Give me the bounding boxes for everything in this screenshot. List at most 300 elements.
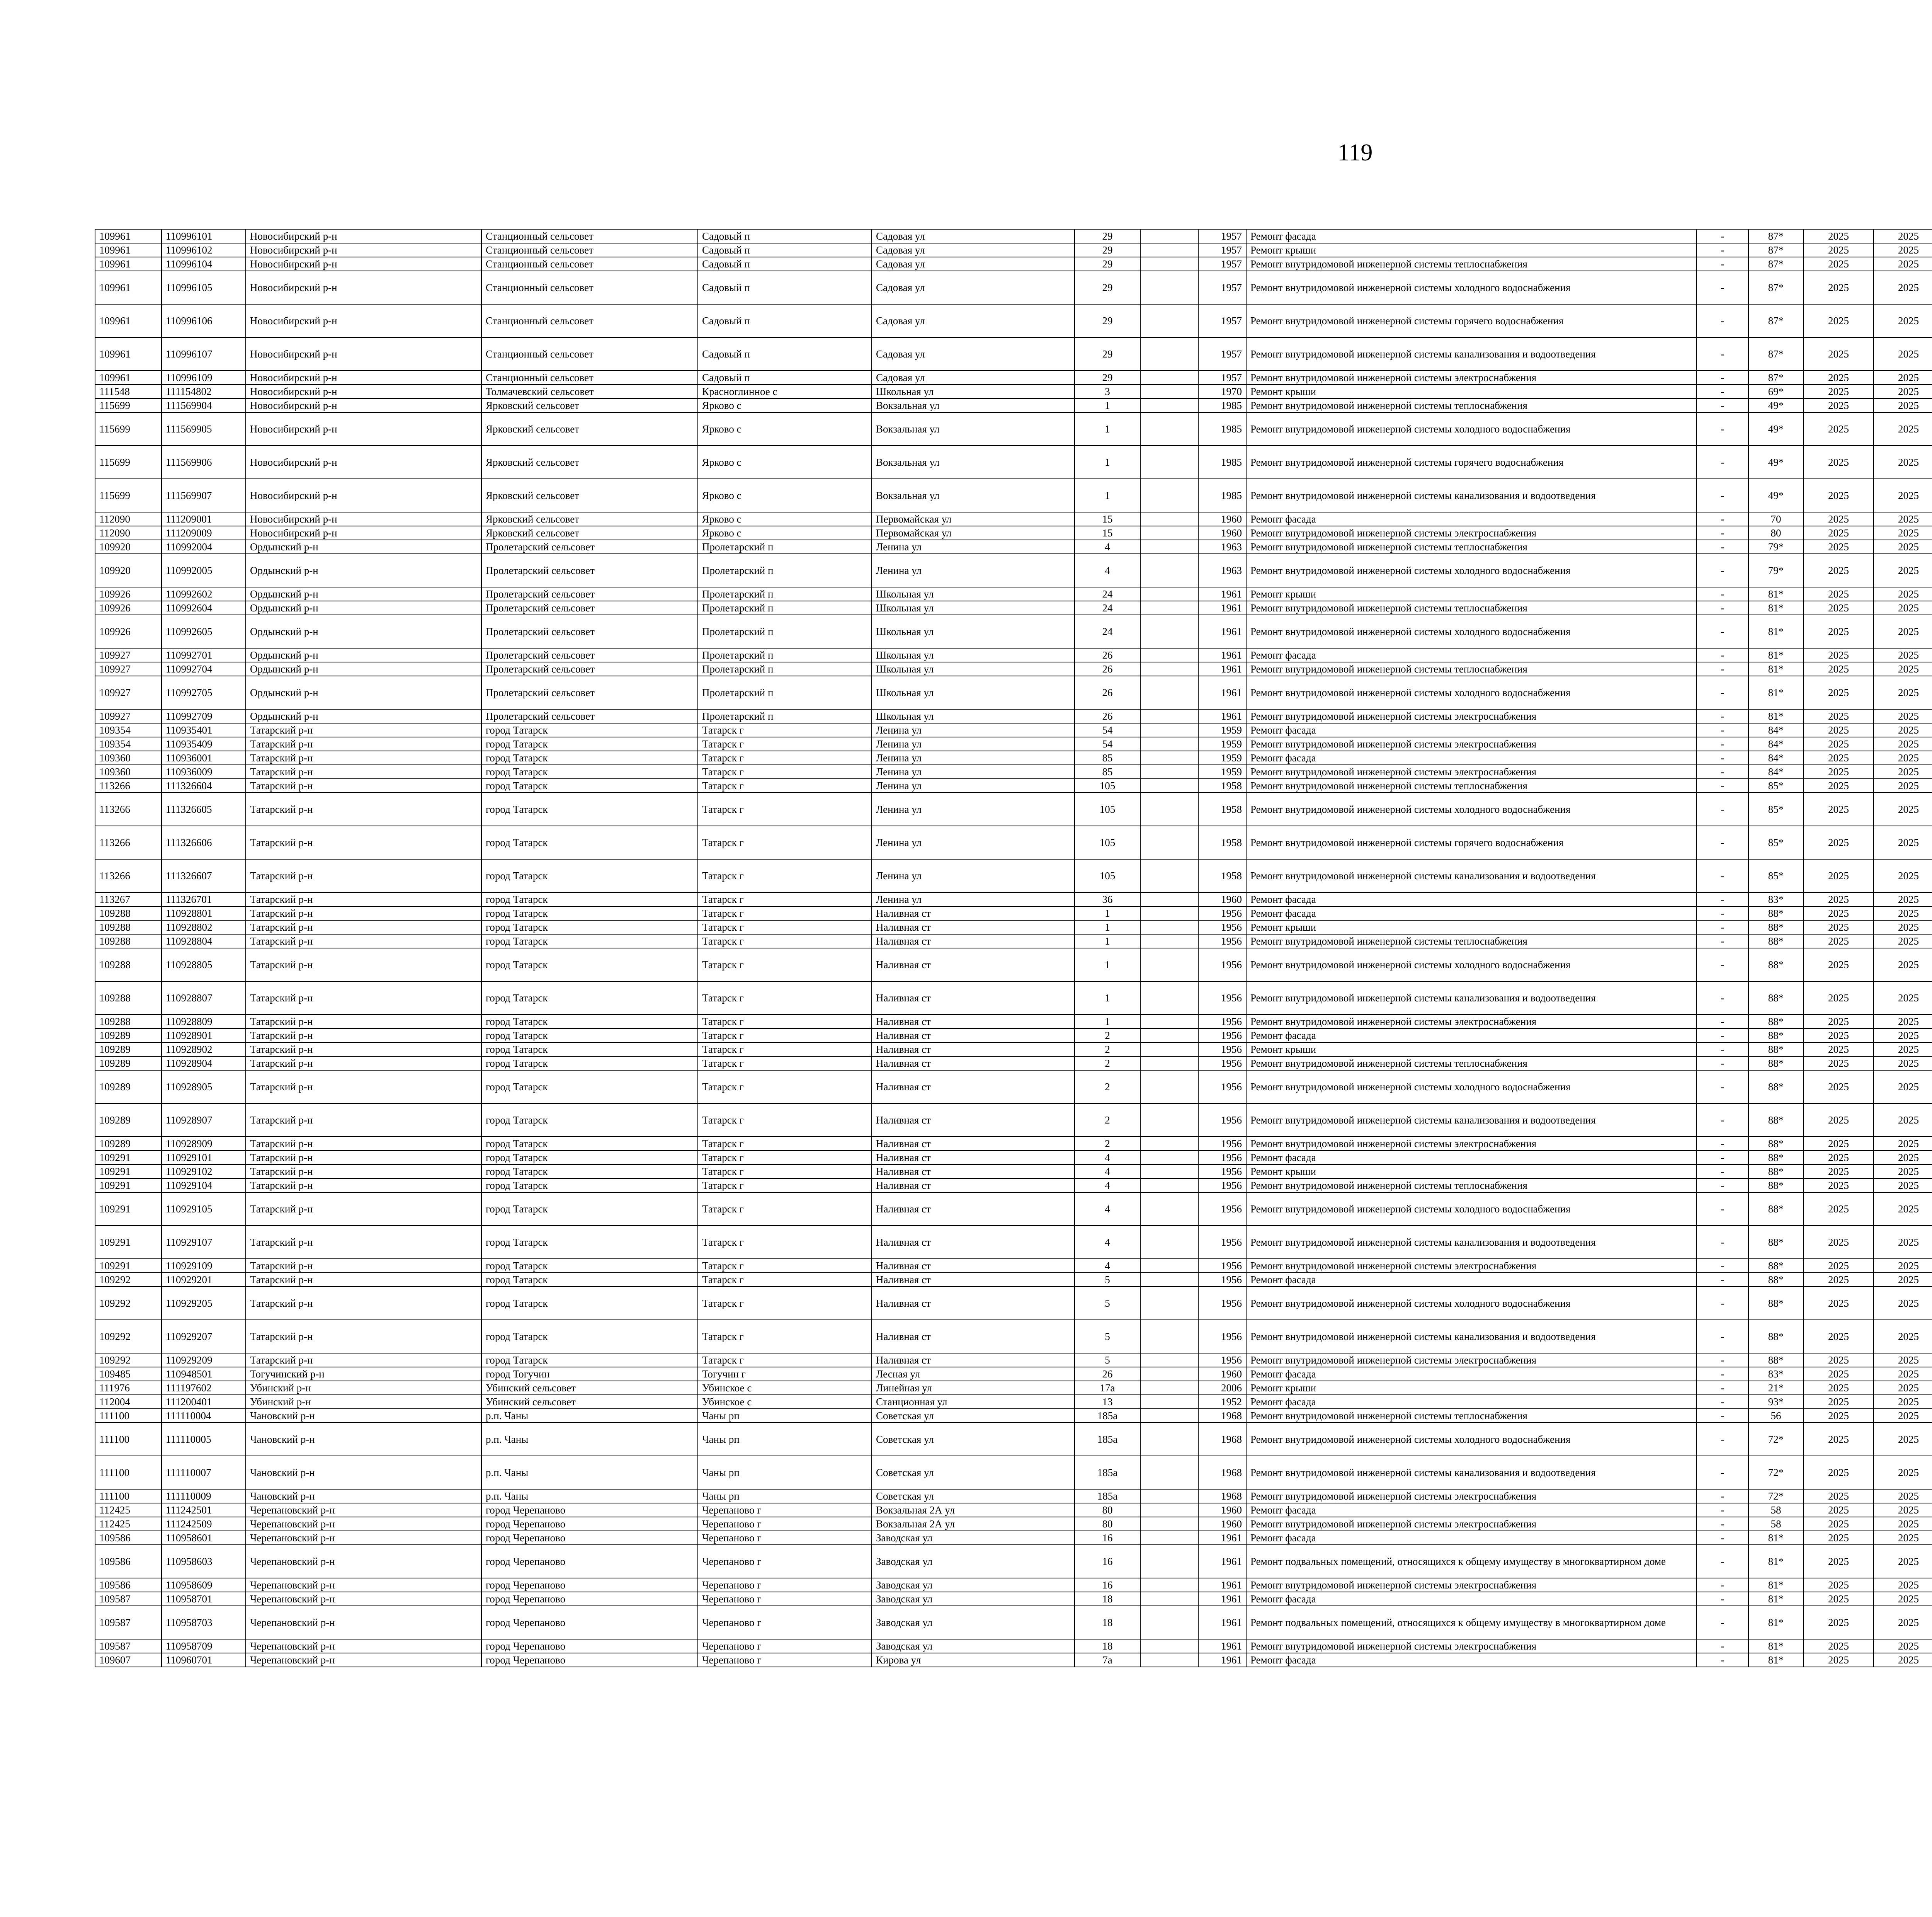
cell-record-id: 110958603 xyxy=(162,1545,246,1578)
cell-house-id: 109288 xyxy=(95,906,162,920)
cell-wear-percent: 84* xyxy=(1748,765,1803,779)
cell-municipality: город Татарск xyxy=(481,793,698,826)
cell-settlement: Татарск г xyxy=(698,826,872,859)
cell-street: Заводская ул xyxy=(872,1639,1075,1653)
cell-end-year: 2025 xyxy=(1874,892,1932,906)
capital-repair-table xyxy=(95,229,1932,1667)
cell-settlement: Ярково с xyxy=(698,526,872,540)
cell-building-letter xyxy=(1140,1456,1198,1489)
cell-house-number: 16 xyxy=(1075,1545,1140,1578)
cell-record-id: 110929102 xyxy=(162,1165,246,1178)
cell-settlement: Пролетарский п xyxy=(698,601,872,615)
cell-building-letter xyxy=(1140,371,1198,385)
cell-district: Татарский р-н xyxy=(246,1259,481,1273)
cell-settlement: Татарск г xyxy=(698,793,872,826)
cell-wear-percent: 88* xyxy=(1748,1151,1803,1165)
cell-dash-mark: - xyxy=(1696,554,1748,587)
cell-street: Заводская ул xyxy=(872,1545,1075,1578)
cell-municipality: город Татарск xyxy=(481,906,698,920)
cell-build-year: 1956 xyxy=(1198,934,1246,948)
cell-work-type: Ремонт крыши xyxy=(1246,1042,1696,1056)
table-row xyxy=(95,1423,1932,1456)
cell-build-year: 1960 xyxy=(1198,1503,1246,1517)
cell-district: Новосибирский р-н xyxy=(246,257,481,271)
cell-street: Наливная ст xyxy=(872,1226,1075,1259)
cell-start-year: 2025 xyxy=(1803,1423,1874,1456)
table-row xyxy=(95,1606,1932,1639)
cell-building-letter xyxy=(1140,1367,1198,1381)
cell-end-year: 2025 xyxy=(1874,765,1932,779)
cell-district: Новосибирский р-н xyxy=(246,271,481,304)
cell-build-year: 1963 xyxy=(1198,554,1246,587)
cell-start-year: 2025 xyxy=(1803,1367,1874,1381)
table-row xyxy=(95,1639,1932,1653)
cell-build-year: 1956 xyxy=(1198,1151,1246,1165)
cell-end-year: 2025 xyxy=(1874,1287,1932,1320)
cell-municipality: город Татарск xyxy=(481,751,698,765)
cell-settlement: Татарск г xyxy=(698,723,872,737)
cell-house-number: 36 xyxy=(1075,892,1140,906)
cell-build-year: 1956 xyxy=(1198,1028,1246,1042)
cell-municipality: р.п. Чаны xyxy=(481,1489,698,1503)
cell-house-number: 4 xyxy=(1075,540,1140,554)
cell-municipality: город Татарск xyxy=(481,1287,698,1320)
cell-end-year: 2025 xyxy=(1874,1015,1932,1028)
cell-municipality: Пролетарский сельсовет xyxy=(481,662,698,676)
cell-settlement: Татарск г xyxy=(698,1287,872,1320)
cell-work-type: Ремонт внутридомовой инженерной системы холодного водоснабжения xyxy=(1246,1070,1696,1103)
cell-end-year: 2025 xyxy=(1874,793,1932,826)
table-row xyxy=(95,1015,1932,1028)
cell-end-year: 2025 xyxy=(1874,1456,1932,1489)
cell-house-number: 29 xyxy=(1075,243,1140,257)
cell-settlement: Черепаново г xyxy=(698,1606,872,1639)
cell-dash-mark: - xyxy=(1696,1192,1748,1226)
cell-building-letter xyxy=(1140,1531,1198,1545)
table-row xyxy=(95,1353,1932,1367)
cell-end-year: 2025 xyxy=(1874,1178,1932,1192)
cell-build-year: 1956 xyxy=(1198,1056,1246,1070)
cell-record-id: 110996106 xyxy=(162,304,246,337)
cell-end-year: 2025 xyxy=(1874,779,1932,793)
cell-start-year: 2025 xyxy=(1803,723,1874,737)
cell-building-letter xyxy=(1140,1395,1198,1409)
cell-house-number: 3 xyxy=(1075,385,1140,398)
cell-start-year: 2025 xyxy=(1803,765,1874,779)
cell-wear-percent: 88* xyxy=(1748,1137,1803,1151)
table-row xyxy=(95,1592,1932,1606)
cell-municipality: город Татарск xyxy=(481,934,698,948)
cell-building-letter xyxy=(1140,229,1198,243)
cell-settlement: Черепаново г xyxy=(698,1545,872,1578)
cell-house-number: 15 xyxy=(1075,526,1140,540)
cell-start-year: 2025 xyxy=(1803,934,1874,948)
cell-settlement: Татарск г xyxy=(698,934,872,948)
cell-work-type: Ремонт внутридомовой инженерной системы теплоснабжения xyxy=(1246,1056,1696,1070)
cell-building-letter xyxy=(1140,1273,1198,1287)
cell-dash-mark: - xyxy=(1696,779,1748,793)
cell-record-id: 110928802 xyxy=(162,920,246,934)
cell-street: Наливная ст xyxy=(872,1178,1075,1192)
cell-dash-mark: - xyxy=(1696,304,1748,337)
cell-record-id: 110992602 xyxy=(162,587,246,601)
cell-district: Черепановский р-н xyxy=(246,1503,481,1517)
cell-wear-percent: 87* xyxy=(1748,243,1803,257)
cell-house-number: 5 xyxy=(1075,1287,1140,1320)
cell-house-number: 16 xyxy=(1075,1531,1140,1545)
cell-work-type: Ремонт фасада xyxy=(1246,1503,1696,1517)
cell-street: Ленина ул xyxy=(872,554,1075,587)
cell-district: Новосибирский р-н xyxy=(246,371,481,385)
cell-municipality: город Татарск xyxy=(481,1028,698,1042)
cell-work-type: Ремонт внутридомовой инженерной системы канализования и водоотведения xyxy=(1246,479,1696,512)
table-row xyxy=(95,648,1932,662)
cell-record-id: 110928804 xyxy=(162,934,246,948)
cell-start-year: 2025 xyxy=(1803,1178,1874,1192)
cell-work-type: Ремонт внутридомовой инженерной системы теплоснабжения xyxy=(1246,601,1696,615)
cell-house-id: 109291 xyxy=(95,1165,162,1178)
cell-start-year: 2025 xyxy=(1803,1545,1874,1578)
cell-municipality: Станционный сельсовет xyxy=(481,304,698,337)
table-row xyxy=(95,1545,1932,1578)
cell-end-year: 2025 xyxy=(1874,1409,1932,1423)
cell-wear-percent: 88* xyxy=(1748,1259,1803,1273)
cell-settlement: Черепаново г xyxy=(698,1531,872,1545)
cell-district: Татарский р-н xyxy=(246,1192,481,1226)
cell-settlement: Пролетарский п xyxy=(698,648,872,662)
cell-build-year: 1957 xyxy=(1198,337,1246,371)
cell-building-letter xyxy=(1140,723,1198,737)
cell-work-type: Ремонт внутридомовой инженерной системы холодного водоснабжения xyxy=(1246,554,1696,587)
cell-end-year: 2025 xyxy=(1874,751,1932,765)
cell-record-id: 110996101 xyxy=(162,229,246,243)
cell-work-type: Ремонт внутридомовой инженерной системы холодного водоснабжения xyxy=(1246,615,1696,648)
cell-wear-percent: 84* xyxy=(1748,723,1803,737)
cell-record-id: 110958601 xyxy=(162,1531,246,1545)
cell-end-year: 2025 xyxy=(1874,479,1932,512)
cell-municipality: город Татарск xyxy=(481,1015,698,1028)
cell-wear-percent: 87* xyxy=(1748,257,1803,271)
cell-municipality: город Татарск xyxy=(481,1259,698,1273)
cell-settlement: Татарск г xyxy=(698,1103,872,1137)
cell-record-id: 110928902 xyxy=(162,1042,246,1056)
cell-district: Татарский р-н xyxy=(246,920,481,934)
cell-house-id: 109289 xyxy=(95,1042,162,1056)
cell-record-id: 110928901 xyxy=(162,1028,246,1042)
cell-house-number: 1 xyxy=(1075,446,1140,479)
cell-dash-mark: - xyxy=(1696,709,1748,723)
cell-house-id: 113266 xyxy=(95,793,162,826)
cell-record-id: 110935401 xyxy=(162,723,246,737)
cell-street: Садовая ул xyxy=(872,243,1075,257)
cell-house-id: 111976 xyxy=(95,1381,162,1395)
cell-municipality: Ярковский сельсовет xyxy=(481,398,698,412)
cell-street: Садовая ул xyxy=(872,271,1075,304)
table-row xyxy=(95,751,1932,765)
cell-record-id: 111326606 xyxy=(162,826,246,859)
cell-building-letter xyxy=(1140,779,1198,793)
cell-wear-percent: 88* xyxy=(1748,920,1803,934)
cell-street: Садовая ул xyxy=(872,304,1075,337)
cell-building-letter xyxy=(1140,1639,1198,1653)
cell-end-year: 2025 xyxy=(1874,1592,1932,1606)
cell-district: Черепановский р-н xyxy=(246,1531,481,1545)
cell-record-id: 110992605 xyxy=(162,615,246,648)
cell-record-id: 111110004 xyxy=(162,1409,246,1423)
cell-wear-percent: 88* xyxy=(1748,1070,1803,1103)
cell-settlement: Татарск г xyxy=(698,1165,872,1178)
cell-settlement: Садовый п xyxy=(698,243,872,257)
cell-street: Школьная ул xyxy=(872,648,1075,662)
cell-dash-mark: - xyxy=(1696,1226,1748,1259)
cell-end-year: 2025 xyxy=(1874,1320,1932,1353)
cell-work-type: Ремонт фасада xyxy=(1246,1531,1696,1545)
cell-dash-mark: - xyxy=(1696,1103,1748,1137)
cell-municipality: Станционный сельсовет xyxy=(481,271,698,304)
cell-settlement: Татарск г xyxy=(698,1042,872,1056)
cell-dash-mark: - xyxy=(1696,1531,1748,1545)
cell-record-id: 110996105 xyxy=(162,271,246,304)
cell-district: Тогучинский р-н xyxy=(246,1367,481,1381)
cell-end-year: 2025 xyxy=(1874,337,1932,371)
cell-end-year: 2025 xyxy=(1874,540,1932,554)
cell-start-year: 2025 xyxy=(1803,512,1874,526)
cell-record-id: 110928809 xyxy=(162,1015,246,1028)
cell-end-year: 2025 xyxy=(1874,981,1932,1015)
table-row xyxy=(95,229,1932,243)
cell-house-number: 4 xyxy=(1075,554,1140,587)
cell-house-id: 109961 xyxy=(95,304,162,337)
cell-work-type: Ремонт внутридомовой инженерной системы канализования и водоотведения xyxy=(1246,1320,1696,1353)
cell-build-year: 1970 xyxy=(1198,385,1246,398)
cell-record-id: 111569907 xyxy=(162,479,246,512)
cell-wear-percent: 81* xyxy=(1748,662,1803,676)
cell-work-type: Ремонт фасада xyxy=(1246,723,1696,737)
cell-build-year: 1958 xyxy=(1198,826,1246,859)
cell-municipality: город Татарск xyxy=(481,859,698,892)
cell-house-id: 109354 xyxy=(95,737,162,751)
cell-district: Черепановский р-н xyxy=(246,1578,481,1592)
cell-wear-percent: 81* xyxy=(1748,615,1803,648)
cell-start-year: 2025 xyxy=(1803,1456,1874,1489)
cell-start-year: 2025 xyxy=(1803,1226,1874,1259)
cell-record-id: 110996107 xyxy=(162,337,246,371)
cell-record-id: 110992709 xyxy=(162,709,246,723)
cell-street: Школьная ул xyxy=(872,601,1075,615)
cell-municipality: город Черепаново xyxy=(481,1639,698,1653)
cell-district: Ордынский р-н xyxy=(246,615,481,648)
cell-start-year: 2025 xyxy=(1803,1517,1874,1531)
cell-street: Ленина ул xyxy=(872,779,1075,793)
cell-work-type: Ремонт подвальных помещений, относящихся к общему имуществу в многоквартирном доме xyxy=(1246,1545,1696,1578)
cell-municipality: р.п. Чаны xyxy=(481,1409,698,1423)
cell-start-year: 2025 xyxy=(1803,337,1874,371)
cell-dash-mark: - xyxy=(1696,271,1748,304)
table-row xyxy=(95,934,1932,948)
cell-build-year: 1956 xyxy=(1198,1226,1246,1259)
table-row xyxy=(95,1287,1932,1320)
cell-start-year: 2025 xyxy=(1803,304,1874,337)
table-row xyxy=(95,826,1932,859)
cell-house-id: 113266 xyxy=(95,779,162,793)
cell-wear-percent: 88* xyxy=(1748,948,1803,981)
cell-start-year: 2025 xyxy=(1803,271,1874,304)
cell-record-id: 111242501 xyxy=(162,1503,246,1517)
cell-district: Новосибирский р-н xyxy=(246,304,481,337)
table-row xyxy=(95,1273,1932,1287)
cell-street: Садовая ул xyxy=(872,371,1075,385)
cell-building-letter xyxy=(1140,1192,1198,1226)
cell-settlement: Татарск г xyxy=(698,1273,872,1287)
cell-build-year: 1968 xyxy=(1198,1423,1246,1456)
cell-record-id: 110936001 xyxy=(162,751,246,765)
cell-building-letter xyxy=(1140,1042,1198,1056)
table-row xyxy=(95,412,1932,446)
cell-street: Школьная ул xyxy=(872,676,1075,709)
cell-dash-mark: - xyxy=(1696,1165,1748,1178)
cell-wear-percent: 88* xyxy=(1748,1273,1803,1287)
table-row xyxy=(95,1489,1932,1503)
cell-dash-mark: - xyxy=(1696,1517,1748,1531)
cell-house-number: 18 xyxy=(1075,1639,1140,1653)
table-row xyxy=(95,906,1932,920)
cell-building-letter xyxy=(1140,1592,1198,1606)
cell-municipality: р.п. Чаны xyxy=(481,1423,698,1456)
cell-house-number: 54 xyxy=(1075,737,1140,751)
cell-district: Ордынский р-н xyxy=(246,676,481,709)
cell-start-year: 2025 xyxy=(1803,1137,1874,1151)
cell-build-year: 1961 xyxy=(1198,615,1246,648)
cell-house-number: 16 xyxy=(1075,1578,1140,1592)
cell-street: Ленина ул xyxy=(872,765,1075,779)
cell-street: Школьная ул xyxy=(872,662,1075,676)
cell-district: Татарский р-н xyxy=(246,1287,481,1320)
cell-start-year: 2025 xyxy=(1803,1531,1874,1545)
cell-settlement: Черепаново г xyxy=(698,1503,872,1517)
cell-dash-mark: - xyxy=(1696,526,1748,540)
cell-street: Наливная ст xyxy=(872,1151,1075,1165)
cell-settlement: Чаны рп xyxy=(698,1409,872,1423)
cell-settlement: Татарск г xyxy=(698,892,872,906)
cell-record-id: 111110009 xyxy=(162,1489,246,1503)
cell-end-year: 2025 xyxy=(1874,1395,1932,1409)
cell-wear-percent: 21* xyxy=(1748,1381,1803,1395)
cell-municipality: город Черепаново xyxy=(481,1517,698,1531)
cell-dash-mark: - xyxy=(1696,1489,1748,1503)
cell-house-id: 109926 xyxy=(95,615,162,648)
cell-build-year: 1956 xyxy=(1198,920,1246,934)
cell-dash-mark: - xyxy=(1696,1028,1748,1042)
cell-district: Ордынский р-н xyxy=(246,587,481,601)
cell-wear-percent: 81* xyxy=(1748,1639,1803,1653)
cell-street: Наливная ст xyxy=(872,1287,1075,1320)
cell-district: Черепановский р-н xyxy=(246,1545,481,1578)
cell-end-year: 2025 xyxy=(1874,737,1932,751)
cell-end-year: 2025 xyxy=(1874,1259,1932,1273)
cell-building-letter xyxy=(1140,1409,1198,1423)
cell-record-id: 111326605 xyxy=(162,793,246,826)
cell-municipality: Пролетарский сельсовет xyxy=(481,554,698,587)
cell-district: Новосибирский р-н xyxy=(246,337,481,371)
cell-house-id: 109587 xyxy=(95,1639,162,1653)
cell-house-number: 1 xyxy=(1075,412,1140,446)
cell-wear-percent: 93* xyxy=(1748,1395,1803,1409)
cell-dash-mark: - xyxy=(1696,1353,1748,1367)
cell-settlement: Пролетарский п xyxy=(698,540,872,554)
cell-house-id: 111100 xyxy=(95,1456,162,1489)
cell-street: Школьная ул xyxy=(872,709,1075,723)
cell-house-id: 109360 xyxy=(95,765,162,779)
cell-start-year: 2025 xyxy=(1803,859,1874,892)
cell-work-type: Ремонт крыши xyxy=(1246,587,1696,601)
cell-settlement: Ярково с xyxy=(698,398,872,412)
cell-settlement: Татарск г xyxy=(698,920,872,934)
cell-building-letter xyxy=(1140,981,1198,1015)
cell-start-year: 2025 xyxy=(1803,479,1874,512)
cell-end-year: 2025 xyxy=(1874,1353,1932,1367)
cell-dash-mark: - xyxy=(1696,1259,1748,1273)
cell-street: Наливная ст xyxy=(872,1070,1075,1103)
cell-wear-percent: 83* xyxy=(1748,892,1803,906)
cell-record-id: 111326607 xyxy=(162,859,246,892)
cell-building-letter xyxy=(1140,1151,1198,1165)
cell-build-year: 1957 xyxy=(1198,271,1246,304)
cell-settlement: Татарск г xyxy=(698,948,872,981)
cell-district: Татарский р-н xyxy=(246,1178,481,1192)
cell-settlement: Татарск г xyxy=(698,1028,872,1042)
cell-dash-mark: - xyxy=(1696,765,1748,779)
cell-settlement: Чаны рп xyxy=(698,1489,872,1503)
cell-settlement: Черепаново г xyxy=(698,1653,872,1667)
cell-work-type: Ремонт крыши xyxy=(1246,385,1696,398)
cell-wear-percent: 49* xyxy=(1748,412,1803,446)
table-row xyxy=(95,398,1932,412)
cell-dash-mark: - xyxy=(1696,1320,1748,1353)
cell-end-year: 2025 xyxy=(1874,1423,1932,1456)
cell-wear-percent: 84* xyxy=(1748,751,1803,765)
cell-dash-mark: - xyxy=(1696,243,1748,257)
cell-settlement: Татарск г xyxy=(698,1353,872,1367)
cell-building-letter xyxy=(1140,1381,1198,1395)
table-row xyxy=(95,385,1932,398)
cell-end-year: 2025 xyxy=(1874,1578,1932,1592)
cell-house-id: 109586 xyxy=(95,1578,162,1592)
cell-build-year: 1968 xyxy=(1198,1409,1246,1423)
cell-house-id: 109291 xyxy=(95,1178,162,1192)
cell-dash-mark: - xyxy=(1696,615,1748,648)
cell-settlement: Пролетарский п xyxy=(698,662,872,676)
cell-dash-mark: - xyxy=(1696,676,1748,709)
cell-end-year: 2025 xyxy=(1874,587,1932,601)
cell-end-year: 2025 xyxy=(1874,615,1932,648)
cell-wear-percent: 88* xyxy=(1748,1056,1803,1070)
cell-settlement: Татарск г xyxy=(698,737,872,751)
cell-build-year: 1956 xyxy=(1198,1165,1246,1178)
cell-district: Татарский р-н xyxy=(246,1042,481,1056)
cell-house-number: 26 xyxy=(1075,1367,1140,1381)
cell-district: Татарский р-н xyxy=(246,934,481,948)
cell-settlement: Черепаново г xyxy=(698,1517,872,1531)
cell-work-type: Ремонт внутридомовой инженерной системы теплоснабжения xyxy=(1246,1409,1696,1423)
cell-record-id: 110928907 xyxy=(162,1103,246,1137)
cell-house-id: 109926 xyxy=(95,587,162,601)
cell-work-type: Ремонт фасада xyxy=(1246,1653,1696,1667)
cell-work-type: Ремонт фасада xyxy=(1246,1395,1696,1409)
cell-building-letter xyxy=(1140,587,1198,601)
cell-wear-percent: 72* xyxy=(1748,1423,1803,1456)
cell-build-year: 1968 xyxy=(1198,1456,1246,1489)
cell-district: Татарский р-н xyxy=(246,779,481,793)
